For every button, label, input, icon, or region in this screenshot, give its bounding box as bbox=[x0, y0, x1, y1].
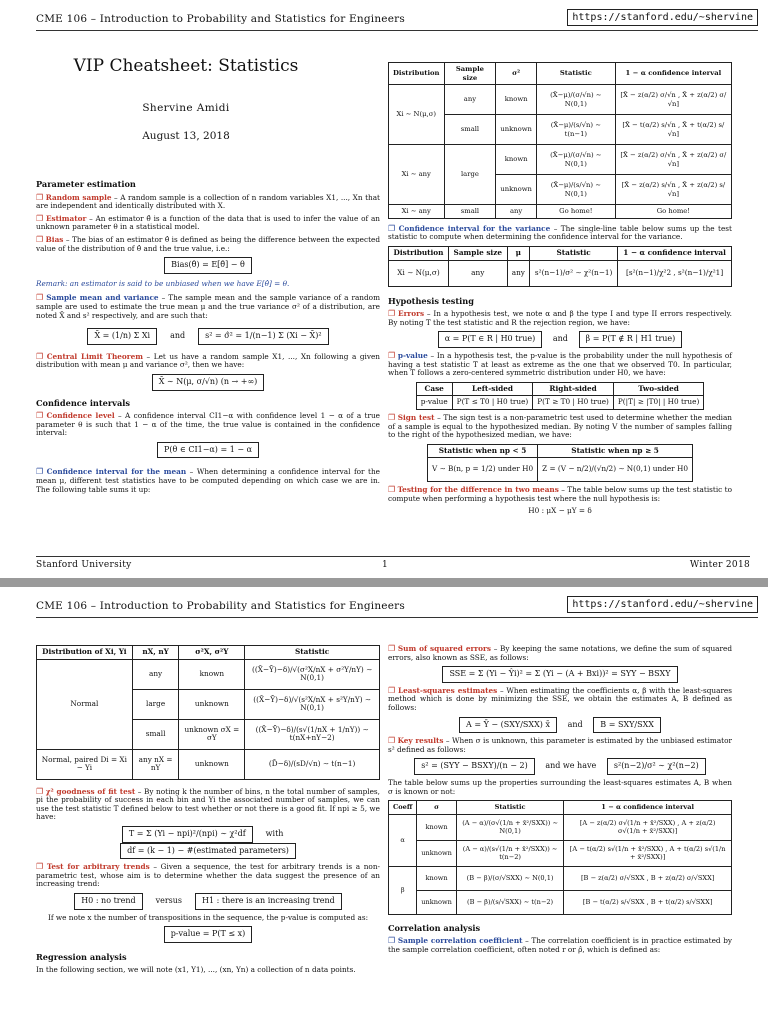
table-row bbox=[389, 840, 732, 866]
table-cell: (X̄−μ)/(σ/√n) ∼ N(0,1) bbox=[536, 85, 615, 115]
table-cell: Xi ∼ N(μ,σ) bbox=[389, 260, 449, 286]
table-header: σ bbox=[417, 801, 457, 815]
paragraph-text: – A confidence interval CI1−α with confidence level 1 − α of a true parameter θ is such that 1 − α of the time, the true value is contained in the confidence interval: bbox=[36, 411, 380, 438]
header-rule bbox=[36, 617, 758, 618]
table-cell: large bbox=[444, 145, 496, 205]
keyword: Test for arbitrary trends bbox=[46, 862, 150, 872]
table-cell: unknown bbox=[179, 689, 245, 719]
formula-text: B = SXY/SXX bbox=[593, 717, 661, 734]
pvalue-table bbox=[416, 382, 705, 410]
table-cell: [s²(n−1)/χ²2 , s²(n−1)/χ²1] bbox=[618, 260, 732, 286]
paragraph: ❐ Sample mean and variance – The sample mean and the sample variance of a random sample are used to estimate the true mean μ and the true variance σ² of a distribution, are noted X̄ and s² respectively, and are such that: bbox=[36, 293, 380, 320]
keyword: Sample mean and variance bbox=[46, 293, 159, 303]
keyword: Testing for the difference in two means bbox=[397, 485, 559, 495]
keyword: Random sample bbox=[45, 192, 112, 202]
paragraph-text: – The sample mean and the sample variance of a random sample are used to estimate the true mean μ and the true variance σ² of a distribution, are noted X̄ and s² respectively, and are such that: bbox=[36, 293, 380, 320]
paragraph-text: – Let us have a random sample X1, ..., Xn following a given distribution with mean μ and variance σ², then we have: bbox=[36, 351, 380, 370]
formula bbox=[36, 442, 380, 459]
paragraph: ❐ Errors – In a hypothesis test, we note α and β the type I and type II errors respectively. By noting T the test statistic and R the rejection region, we have: bbox=[388, 309, 732, 327]
paragraph: ❐ Estimator – An estimator θ̂ is a function of the data that is used to infer the value of an unknown parameter θ in a statistical model. bbox=[36, 213, 380, 232]
table-cell: Xi ∼ any bbox=[389, 145, 445, 205]
section-heading: Confidence intervals bbox=[36, 397, 130, 408]
table-cell: unknown bbox=[417, 890, 457, 914]
keyword: Confidence interval for the mean bbox=[46, 467, 187, 477]
table-row bbox=[389, 205, 732, 219]
table-row bbox=[389, 814, 732, 840]
formula-text: β = P(T ∉ R | H1 true) bbox=[579, 331, 683, 348]
paragraph-text: – In a hypothesis test, we note α and β the type I and type II errors respectively. By noting T the test statistic and R the rejection region, we have: bbox=[388, 309, 732, 327]
section-heading: Parameter estimation bbox=[36, 179, 136, 189]
paragraph-text: – When determining a confidence interval for the mean μ, different test statistics have to be computed depending on which case we are in. The following table sums it up: bbox=[36, 467, 380, 494]
left-column bbox=[36, 645, 380, 979]
table-header: Statistic bbox=[456, 801, 563, 815]
paragraph: ❐ Least-squares estimates – When estimating the coefficients α, β with the least-squares method which is done by minimizing the SSE, we obtain the estimates A, B defined as follows: bbox=[388, 685, 732, 712]
paragraph: ❐ Bias – The bias of an estimator θ̂ is defined as being the difference between the expected value of the distribution of θ̂ and the true value, i.e.: bbox=[36, 234, 380, 253]
table-cell: (B − β)/(σ/√SXX) ∼ N(0,1) bbox=[456, 866, 563, 890]
table-row bbox=[389, 260, 732, 286]
table-cell: Go home! bbox=[615, 205, 731, 219]
paragraph: ❐ Sample correlation coefficient – The correlation coefficient is in practice estimated by the sample correlation coefficient, often noted r or ρ̂, which is defined as: bbox=[388, 936, 732, 954]
formula-text: H0 : no trend bbox=[74, 893, 142, 910]
table-cell: unknown bbox=[496, 175, 537, 205]
table-cell: unknown bbox=[496, 115, 537, 145]
table-row bbox=[427, 458, 692, 482]
table-header: Statistic when np ≥ 5 bbox=[538, 444, 693, 458]
table-cell: unknown σX = σY bbox=[179, 719, 245, 749]
table-cell: [A − t(α/2) s√(1/n + x̄²/SXX) , A + t(α/2) s√(1/n + x̄²/SXX)] bbox=[564, 840, 732, 866]
formula-row bbox=[36, 893, 380, 910]
table-header: Sample size bbox=[449, 246, 508, 260]
mean-ci-table bbox=[388, 62, 732, 219]
paragraph-text: – When estimating the coefficients α, β with the least-squares method which is done by minimizing the SSE, we obtain the estimates A, B defined as follows: bbox=[388, 685, 732, 712]
table-cell: Normal, paired Di = Xi − Yi bbox=[37, 749, 133, 779]
footer-left: Stanford University bbox=[36, 560, 132, 570]
table-cell: large bbox=[132, 689, 179, 719]
doc-date: August 13, 2018 bbox=[142, 130, 230, 142]
paragraph-text: – By keeping the same notations, we define the sum of squared errors, also known as SSE, as follows: bbox=[388, 644, 732, 662]
keyword: p-value bbox=[397, 350, 428, 360]
table-cell: (X̄−μ)/(s/√n) ∼ t(n−1) bbox=[536, 115, 615, 145]
keyword: Least-squares estimates bbox=[397, 685, 498, 695]
section-heading: Correlation analysis bbox=[388, 922, 481, 933]
connector-text: and bbox=[552, 334, 568, 344]
keyword: χ² goodness of fit test bbox=[45, 786, 136, 796]
table-cell: Xi ∼ any bbox=[389, 205, 445, 219]
table-cell: P(|T| ≥ |T0| | H0 true) bbox=[613, 396, 703, 410]
table-header: Distribution bbox=[389, 63, 445, 85]
table-cell: known bbox=[417, 866, 457, 890]
table-header: Left-sided bbox=[452, 382, 533, 396]
paragraph: ❐ Test for arbitrary trends – Given a sequence, the test for arbitrary trends is a non-parametric test, whose aim is to determine whether the data suggest the presence of an increasing trend: bbox=[36, 862, 380, 889]
paragraph: ❐ Confidence level – A confidence interval CI1−α with confidence level 1 − α of a true parameter θ is such that 1 − α of the time, the true value is contained in the confidence interval: bbox=[36, 411, 380, 438]
coefficient-ci-table bbox=[388, 800, 732, 915]
table-row bbox=[389, 890, 732, 914]
table-cell: α bbox=[389, 814, 417, 866]
table-cell: [A − z(α/2) σ√(1/n + x̄²/SXX) , A + z(α/2) σ√(1/n + x̄²/SXX)] bbox=[564, 814, 732, 840]
table-cell: unknown bbox=[179, 749, 245, 779]
formula bbox=[36, 257, 380, 274]
formula-text: X̄ ∼ N(μ, σ/√n) (n → +∞) bbox=[152, 374, 265, 391]
paragraph: ❐ Sum of squared errors – By keeping the same notations, we define the sum of squared errors, also known as SSE, as follows: bbox=[388, 644, 732, 662]
table-cell: P(T ≤ T0 | H0 true) bbox=[452, 396, 533, 410]
table-cell: any nX = nY bbox=[132, 749, 179, 779]
table-cell: Normal bbox=[37, 659, 133, 749]
keyword: Central Limit Theorem bbox=[46, 351, 143, 361]
section-heading: Regression analysis bbox=[36, 951, 127, 962]
paragraph: ❐ Random sample – A random sample is a collection of n random variables X1, ..., Xn that are independent and identically distributed with X. bbox=[36, 192, 380, 211]
keyword: Key results bbox=[397, 736, 444, 746]
table-cell: any bbox=[444, 85, 496, 115]
formula-text: H1 : there is an increasing trend bbox=[195, 893, 342, 910]
paragraph-text: – A random sample is a collection of n random variables X1, ..., Xn that are independent and identically distributed with X. bbox=[36, 192, 380, 211]
keyword: Estimator bbox=[45, 213, 87, 223]
formula-text: p-value = P(T ≤ x) bbox=[164, 926, 253, 943]
table-row bbox=[389, 85, 732, 115]
section-heading: Hypothesis testing bbox=[388, 295, 474, 306]
table-cell: known bbox=[179, 659, 245, 689]
page-number: 1 bbox=[382, 560, 389, 570]
sign-test-table bbox=[427, 444, 693, 483]
table-cell: unknown bbox=[417, 840, 457, 866]
footer-right: Winter 2018 bbox=[689, 560, 750, 570]
left-column bbox=[36, 172, 380, 498]
table-cell: known bbox=[496, 85, 537, 115]
table-header: Distribution of Xi, Yi bbox=[37, 646, 133, 660]
table-header: Statistic bbox=[245, 646, 380, 660]
table-cell: any bbox=[132, 659, 179, 689]
table-cell: [X̄ − z(α/2) s/√n , X̄ + z(α/2) s/√n] bbox=[615, 175, 731, 205]
table-cell: any bbox=[449, 260, 508, 286]
header-url-link[interactable]: https://stanford.edu/~shervine bbox=[567, 9, 758, 26]
page-header bbox=[36, 9, 758, 31]
table-cell: s²(n−1)/σ² ∼ χ²(n−1) bbox=[530, 260, 618, 286]
table-cell: [B − t(α/2) s/√SXX , B + t(α/2) s/√SXX] bbox=[564, 890, 732, 914]
paragraph-text: – The table below sums up the test statistic to compute when performing a hypothesis test where the null hypothesis is: bbox=[388, 485, 732, 503]
table-header: Right-sided bbox=[533, 382, 614, 396]
right-column bbox=[388, 62, 732, 516]
connector-text: and bbox=[170, 331, 186, 341]
table-cell: ((X̄−Ȳ)−δ)/(s√(1/nX + 1/nY)) ∼ t(nX+nY−2) bbox=[245, 719, 380, 749]
table-cell: [B − z(α/2) σ/√SXX , B + z(α/2) σ/√SXX] bbox=[564, 866, 732, 890]
table-cell: (X̄−μ)/(σ/√n) ∼ N(0,1) bbox=[536, 145, 615, 175]
table-header: Statistic bbox=[536, 63, 615, 85]
paragraph: If we note x the number of transpositions in the sequence, the p-value is computed as: bbox=[47, 912, 369, 922]
table-cell: known bbox=[417, 814, 457, 840]
connector-text: and we have bbox=[545, 761, 597, 771]
keyword: Errors bbox=[398, 309, 425, 319]
paragraph: ❐ χ² goodness of fit test – By noting k the number of bins, n the total number of samples, pi the probability of success in each bin and Yi the associated number of samples, we can use the test statistic T defined below to test whether or not there is a good fit. If npi ≥ 5, we have: bbox=[36, 786, 380, 822]
formula-text: α = P(T ∈ R | H0 true) bbox=[438, 331, 543, 348]
keyword: Sample correlation coefficient bbox=[397, 936, 523, 946]
table-header: Statistic when np < 5 bbox=[427, 444, 537, 458]
formula-text: T = Σ (Yi − npi)²/(npi) ∼ χ²df bbox=[122, 826, 253, 843]
table-cell: p-value bbox=[416, 396, 452, 410]
right-column bbox=[388, 645, 732, 959]
table-header: Case bbox=[416, 382, 452, 396]
table-cell: (B − β)/(s/√SXX) ∼ t(n−2) bbox=[456, 890, 563, 914]
formula-row bbox=[388, 717, 732, 734]
table-cell: (A − α)/(σ√(1/n + x̄²/SXX)) ∼ N(0,1) bbox=[456, 814, 563, 840]
paragraph: ❐ p-value – In a hypothesis test, the p-value is the probability under the null hypothesis of having a test statistic T at least as extreme as the one that we observed T0. In particular, when T follows a zero-centered symmetric distribution under H0, we have: bbox=[388, 350, 732, 378]
paragraph-text: – The bias of an estimator θ̂ is defined as being the difference between the expected value of the distribution of θ̂ and the true value, i.e.: bbox=[36, 234, 380, 253]
table-cell: any bbox=[507, 260, 530, 286]
table-cell: known bbox=[496, 145, 537, 175]
formula-text: s² = (SYY − BSXY)/(n − 2) bbox=[414, 758, 534, 775]
table-header: nX, nY bbox=[132, 646, 179, 660]
paragraph-text: – The sign test is a non-parametric test used to determine whether the median of a sample is equal to the hypothesized median. By noting V the number of samples falling to the right of the hypothesized median, we have: bbox=[388, 412, 732, 440]
table-row bbox=[37, 659, 380, 689]
table-cell: [X̄ − z(α/2) σ/√n , X̄ + z(α/2) σ/√n] bbox=[615, 85, 731, 115]
paragraph: The table below sums up the properties surrounding the least-squares estimates A, B when σ is known or not: bbox=[388, 777, 732, 796]
table-cell: ((X̄−Ȳ)−δ)/√(σ²X/nX + σ²Y/nY) ∼ N(0,1) bbox=[245, 659, 380, 689]
table-row bbox=[389, 145, 732, 175]
table-cell: small bbox=[444, 205, 496, 219]
doc-author: Shervine Amidi bbox=[142, 102, 230, 114]
doc-title: VIP Cheatsheet: Statistics bbox=[73, 56, 299, 76]
connector-text: with bbox=[265, 828, 284, 838]
formula-text: SSE = Σ (Yi − Ŷi)² = Σ (Yi − (A + Bxi))² = SYY − BSXY bbox=[442, 666, 677, 683]
table-header: 1 − α confidence interval bbox=[618, 246, 732, 260]
table-header: σ² bbox=[496, 63, 537, 85]
formula-text: P(θ ∈ CI1−α) = 1 − α bbox=[157, 442, 259, 459]
connector-text: and bbox=[567, 719, 583, 729]
formula-text: s²(n−2)/σ² ∼ χ²(n−2) bbox=[607, 758, 706, 775]
keyword: Confidence interval for the variance bbox=[398, 223, 551, 233]
table-cell: any bbox=[496, 205, 537, 219]
table-cell: β bbox=[389, 866, 417, 914]
formula-row bbox=[388, 331, 732, 348]
header-rule bbox=[36, 30, 758, 31]
formula-text: s² = σ̂² = 1/(n−1) Σ (Xi − X̄)² bbox=[198, 328, 328, 345]
paragraph: ❐ Sign test – The sign test is a non-parametric test used to determine whether the median of a sample is equal to the hypothesized median. By noting V the number of samples falling to the right of the hypothesized median, we have: bbox=[388, 412, 732, 440]
header-url-link[interactable]: https://stanford.edu/~shervine bbox=[567, 596, 758, 613]
table-cell: Z = (V − n/2)/(√n/2) ∼ N(0,1) under H0 bbox=[538, 458, 693, 482]
table-header: 1 − α confidence interval bbox=[564, 801, 732, 815]
table-cell: V ∼ B(n, p = 1/2) under H0 bbox=[427, 458, 537, 482]
table-cell: P(T ≥ T0 | H0 true) bbox=[533, 396, 614, 410]
table-cell: small bbox=[132, 719, 179, 749]
formula-text: X̄ = (1/n) Σ Xi bbox=[87, 328, 157, 345]
paragraph: ❐ Central Limit Theorem – Let us have a random sample X1, ..., Xn following a given distribution with mean μ and variance σ², then we have: bbox=[36, 351, 380, 370]
table-header: 1 − α confidence interval bbox=[615, 63, 731, 85]
keyword: Bias bbox=[45, 234, 64, 244]
paragraph-text: – An estimator θ̂ is a function of the data that is used to infer the value of an unknown parameter θ in a statistical model. bbox=[36, 213, 380, 232]
remark: Remark: an estimator is said to be unbiased when we have E[θ̂] = θ. bbox=[36, 278, 290, 288]
connector-text: versus bbox=[155, 895, 183, 905]
table-header: μ bbox=[507, 246, 530, 260]
table-cell: ((X̄−Ȳ)−δ)/√(s²X/nX + s²Y/nY) ∼ N(0,1) bbox=[245, 689, 380, 719]
variance-ci-table bbox=[388, 246, 732, 287]
keyword: Confidence level bbox=[46, 411, 115, 421]
formula-row bbox=[388, 758, 732, 775]
table-cell: (D̄−δ)/(sD/√n) ∼ t(n−1) bbox=[245, 749, 380, 779]
table-row bbox=[389, 866, 732, 890]
paragraph-text: – When σ is unknown, this parameter is estimated by the unbiased estimator s² defined as follows: bbox=[388, 736, 732, 754]
table-row bbox=[416, 396, 704, 410]
table-row bbox=[37, 749, 380, 779]
paragraph-text: – The single-line table below sums up the test statistic to compute when determining the confidence interval for the variance. bbox=[388, 223, 732, 242]
course-title: CME 106 – Introduction to Probability and Statistics for Engineers bbox=[36, 600, 405, 612]
formula-text: df = (k − 1) − #(estimated parameters) bbox=[120, 843, 296, 860]
paragraph: ❐ Key results – When σ is unknown, this parameter is estimated by the unbiased estimator s² defined as follows: bbox=[388, 736, 732, 754]
table-header: Distribution bbox=[389, 246, 449, 260]
formula-text: Bias(θ̂) = E[θ̂] − θ bbox=[164, 257, 252, 274]
paragraph-text: – By noting k the number of bins, n the total number of samples, pi the probability of success in each bin and Yi the associated number of samples, we can use the test statistic T defined below to test whether or not there is a good fit. If npi ≥ 5, we have: bbox=[36, 786, 380, 822]
paragraph: ❐ Confidence interval for the variance – The single-line table below sums up the test statistic to compute when determining the confidence interval for the variance. bbox=[388, 223, 732, 242]
table-header: σ²X, σ²Y bbox=[179, 646, 245, 660]
table-cell: [X̄ − t(α/2) s/√n , X̄ + t(α/2) s/√n] bbox=[615, 115, 731, 145]
paragraph-text: – The correlation coefficient is in practice estimated by the sample correlation coefficient, often noted r or ρ̂, which is defined as: bbox=[388, 936, 732, 954]
page-2 bbox=[0, 587, 768, 1024]
footer-rule bbox=[36, 556, 750, 557]
table-cell: small bbox=[444, 115, 496, 145]
keyword: Sum of squared errors bbox=[397, 644, 491, 653]
keyword: Sign test bbox=[397, 412, 435, 422]
course-title: CME 106 – Introduction to Probability and Statistics for Engineers bbox=[36, 13, 405, 25]
paragraph: In the following section, we will note (x1, Y1), ..., (xn, Yn) a collection of n data points. bbox=[36, 965, 356, 975]
difference-means-table bbox=[36, 645, 380, 780]
table-cell: (A − α)/(s√(1/n + x̄²/SXX)) ∼ t(n−2) bbox=[456, 840, 563, 866]
table-cell: (X̄−μ)/(s/√n) ∼ N(0,1) bbox=[536, 175, 615, 205]
table-header: Sample size bbox=[444, 63, 496, 85]
formula-text: A = Ȳ − (SXY/SXX) x̄ bbox=[459, 717, 557, 734]
formula-row bbox=[36, 328, 380, 345]
table-header: Coeff bbox=[389, 801, 417, 815]
paragraph-text: – Given a sequence, the test for arbitrary trends is a non-parametric test, whose aim is to determine whether the data suggest the presence of an increasing trend: bbox=[36, 862, 380, 889]
paragraph-text: – In a hypothesis test, the p-value is the probability under the null hypothesis of having a test statistic T at least as extreme as the one that we observed T0. In particular, when T follows a zero-centered symmetric distribution under H0, we have: bbox=[388, 350, 732, 378]
formula bbox=[388, 666, 732, 683]
paragraph: ❐ Confidence interval for the mean – When determining a confidence interval for the mean μ, different test statistics have to be computed depending on which case we are in. The following table sums it up: bbox=[36, 467, 380, 494]
paragraph: ❐ Testing for the difference in two means – The table below sums up the test statistic to compute when performing a hypothesis test where the null hypothesis is: bbox=[388, 485, 732, 503]
table-cell: [X̄ − z(α/2) σ/√n , X̄ + z(α/2) σ/√n] bbox=[615, 145, 731, 175]
formula bbox=[36, 926, 380, 943]
page-header bbox=[36, 596, 758, 618]
formula bbox=[36, 374, 380, 391]
table-cell: Go home! bbox=[536, 205, 615, 219]
table-cell: Xi ∼ N(μ,σ) bbox=[389, 85, 445, 145]
table-header: Two-sided bbox=[613, 382, 703, 396]
table-header: Statistic bbox=[530, 246, 618, 260]
null-hypothesis: H0 : μX − μY = δ bbox=[528, 506, 592, 516]
formula-row bbox=[36, 826, 380, 859]
